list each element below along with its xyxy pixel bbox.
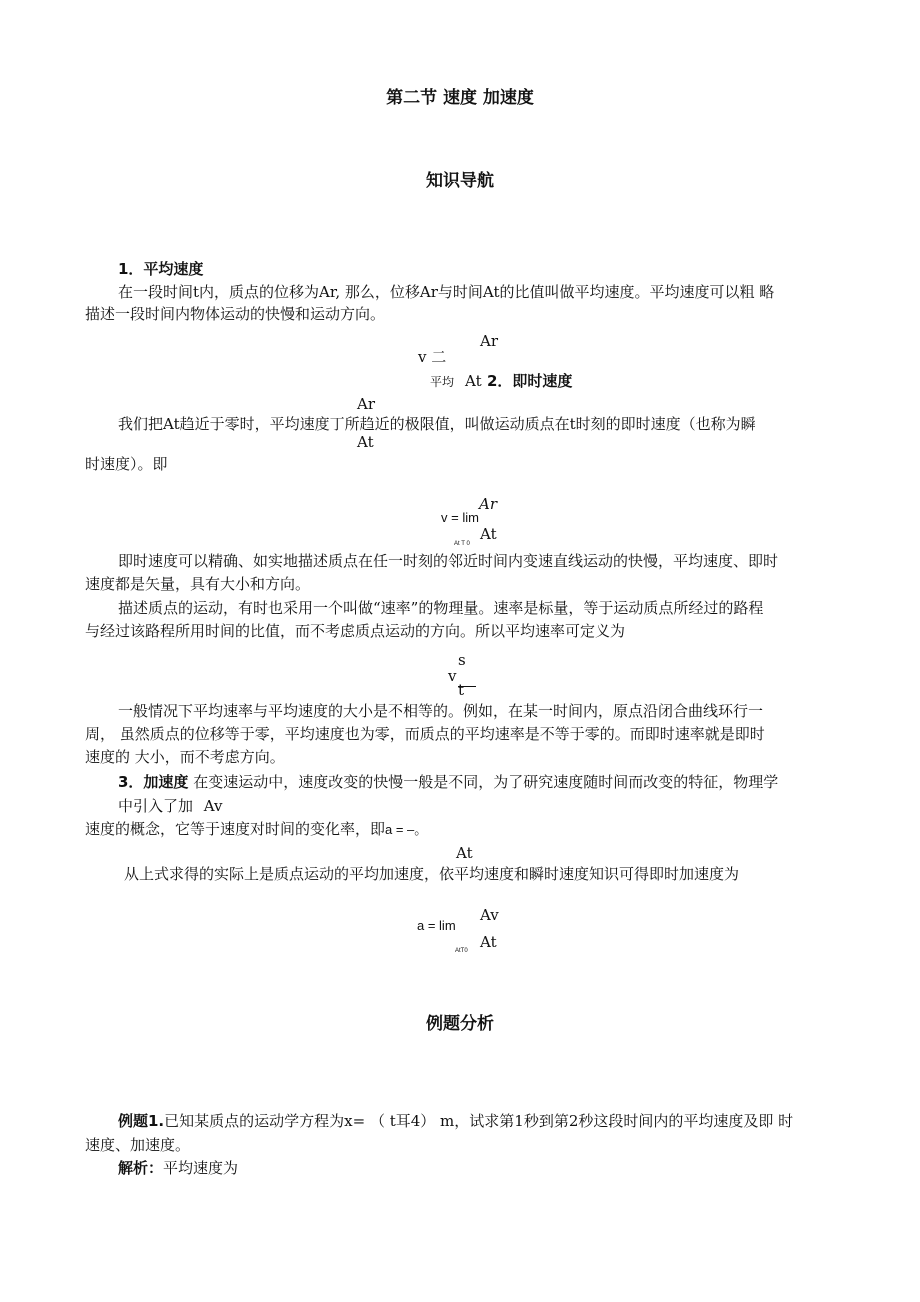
paragraph-average-acceleration: 从上式求得的实际上是质点运动的平均加速度，依平均速度和瞬时速度知识可得即时加速度为 <box>124 865 740 883</box>
formula2-numerator: Ar <box>479 495 498 513</box>
paragraph-speed-compare-line1: 一般情况下平均速率与平均速度的大小是不相等的。例如，在某一时间内，原点沿闭合曲线环行一 <box>118 702 764 720</box>
section-heading-knowledge: 知识导航 <box>426 171 494 191</box>
paragraph-speed-compare-line3: 速度的 大小，而不考虑方向。 <box>85 748 285 766</box>
paragraph-acceleration-line2 <box>118 795 223 817</box>
formula4-numerator: Av <box>480 906 499 924</box>
paragraph-speed-line1: 描述质点的运动，有时也采用一个叫做“速率”的物理量。速率是标量，等于运动质点所经过的路程 <box>118 599 764 617</box>
example1-line2: 速度、加速度。 <box>85 1136 191 1154</box>
formula3-denominator: t <box>458 681 465 699</box>
paragraph-instant-precise-line1: 即时速度可以精确、如实地描述质点在任一时刻的邻近时间内变速直线运动的快慢，平均速度、即时 <box>118 552 779 570</box>
inline-fraction-numerator: Ar <box>357 395 376 413</box>
formula2-lhs: v = lim <box>441 510 479 525</box>
formula4-limit-subscript: AtT0 <box>455 948 468 954</box>
inline-fraction-denominator: At <box>357 433 374 451</box>
paragraph-instant-velocity-line2: 时速度）。即 <box>85 455 168 473</box>
example1-text: 已知某质点的运动学方程为x= （ t耳4） m，试求第1秒到第2秒这段时间内的平均速度及即 时 <box>164 1112 794 1130</box>
formula3-lhs: v <box>448 667 457 685</box>
acceleration-line2-text: 中引入了加 <box>118 797 194 815</box>
example1-solution <box>118 1157 238 1179</box>
paragraph-average-velocity-line2: 描述一段时间内物体运动的快慢和运动方向。 <box>85 305 386 323</box>
paragraph-average-velocity-line1: 在一段时间t内，质点的位移为Ar, 那么，位移Ar与时间At的比值叫做平均速度。平均速度可以粗 略 <box>118 283 775 301</box>
solution-label: 解析： <box>118 1159 164 1177</box>
heading-acceleration: 3．加速度 <box>118 773 189 791</box>
formula3-numerator: s <box>458 651 466 669</box>
acceleration-inline-numerator: Av <box>203 797 223 815</box>
paragraph-acceleration-line1 <box>118 771 778 793</box>
heading-average-velocity: 1．平均速度 <box>118 260 204 278</box>
paragraph-instant-precise-line2: 速度都是矢量，具有大小和方向。 <box>85 575 311 593</box>
example1-line1 <box>118 1110 793 1132</box>
formula1-lhs: v 二 <box>418 348 447 366</box>
acceleration-intro: 在变速运动中，速度改变的快慢一般是不同，为了研究速度随时间而改变的特征，物理学 <box>193 773 779 791</box>
formula2-limit-subscript: At T 0 <box>454 541 470 547</box>
paragraph-speed-line2: 与经过该路程所用时间的比值，而不考虑质点运动的方向。所以平均速率可定义为 <box>85 622 626 640</box>
acceleration-line3-text: 速度的概念，它等于速度对时间的变化率，即 <box>85 820 386 838</box>
formula4-denominator: At <box>480 933 497 951</box>
section-heading-examples: 例题分析 <box>426 1014 494 1034</box>
acceleration-inline-denominator: At <box>456 844 473 862</box>
heading-instant-velocity: 2．即时速度 <box>487 372 573 390</box>
paragraph-speed-compare-line2: 周， 虽然质点的位移等于零，平均速度也为零，而质点的平均速率是不等于零的。而即时速率就是即时 <box>85 725 765 743</box>
paragraph-instant-velocity-line1: 我们把At趋近于零时，平均速度丁所趋近的极限值，叫做运动质点在t时刻的即时速度（也称为瞬 <box>118 415 756 433</box>
paragraph-acceleration-line3 <box>85 818 427 841</box>
example1-label: 例题1. <box>118 1112 165 1130</box>
formula2-denominator: At <box>480 525 497 543</box>
formula4-lhs: a = lim <box>417 918 456 933</box>
acceleration-inline-formula: a = –。 <box>385 822 428 837</box>
formula1-subscript: 平均 <box>430 375 455 389</box>
solution-text: 平均速度为 <box>163 1159 239 1177</box>
formula1-denominator: At <box>465 372 482 390</box>
formula1-numerator: Ar <box>480 332 499 350</box>
page-title: 第二节 速度 加速度 <box>386 88 534 108</box>
